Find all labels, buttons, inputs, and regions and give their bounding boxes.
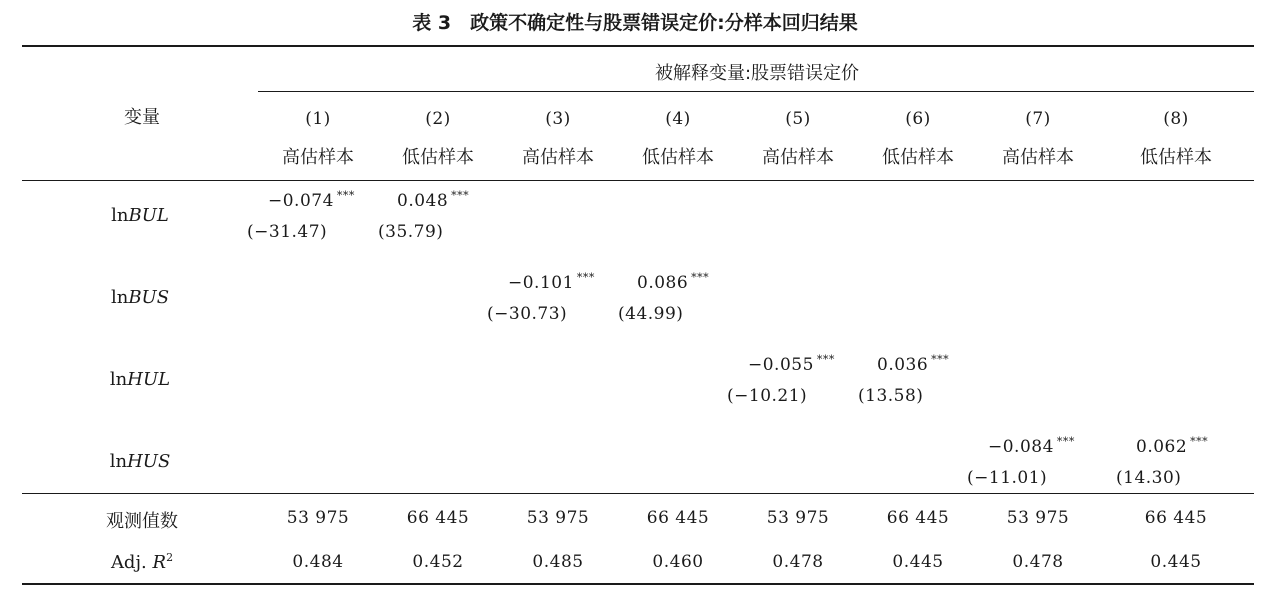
- obs-value: 53 975: [766, 508, 830, 528]
- r2-value: 0.484: [292, 552, 344, 572]
- coefficient: 0.062 ***: [1136, 435, 1209, 457]
- coefficient: −0.101 ***: [508, 271, 595, 293]
- obs-value: 53 975: [1006, 508, 1070, 528]
- col-sample: 高估样本: [762, 147, 834, 168]
- top-rule: [22, 45, 1254, 47]
- bottom-rule: [22, 583, 1254, 585]
- col-sample: 高估样本: [522, 147, 594, 168]
- col-num: (7): [1025, 109, 1051, 129]
- var-name: lnBUS: [110, 287, 170, 308]
- obs-value: 53 975: [286, 508, 350, 528]
- t-statistic: (13.58): [858, 386, 924, 406]
- t-statistic: (44.99): [618, 304, 684, 324]
- col-num: (5): [785, 109, 811, 129]
- col-sample: 低估样本: [402, 147, 474, 168]
- col-num: (1): [305, 109, 331, 129]
- dep-var-rule: [258, 91, 1254, 92]
- obs-value: 66 445: [1144, 508, 1208, 528]
- col-sample: 低估样本: [882, 147, 954, 168]
- t-statistic: (14.30): [1116, 468, 1182, 488]
- obs-value: 66 445: [646, 508, 710, 528]
- coefficient: 0.048 ***: [397, 189, 470, 211]
- col-num: (8): [1163, 109, 1189, 129]
- col-sample: 高估样本: [1002, 147, 1074, 168]
- var-name: lnHUS: [109, 451, 171, 472]
- t-statistic: (−31.47): [247, 222, 328, 242]
- coefficient: −0.074 ***: [268, 189, 355, 211]
- r2-value: 0.478: [772, 552, 824, 572]
- stats-rule: [22, 493, 1254, 494]
- r2-label: Adj. $R^2$: [110, 551, 174, 573]
- t-statistic: (−30.73): [487, 304, 568, 324]
- row-header: 变量: [124, 107, 160, 128]
- var-name: lnBUL: [111, 205, 169, 226]
- r2-value: 0.445: [892, 552, 944, 572]
- col-num: (3): [545, 109, 571, 129]
- obs-value: 53 975: [526, 508, 590, 528]
- t-statistic: (35.79): [378, 222, 444, 242]
- t-statistic: (−10.21): [727, 386, 808, 406]
- col-sample: 高估样本: [282, 147, 354, 168]
- r2-value: 0.460: [652, 552, 704, 572]
- col-sample: 低估样本: [1140, 147, 1212, 168]
- coefficient: 0.036 ***: [877, 353, 950, 375]
- table-title: 表 3 政策不确定性与股票错误定价:分样本回归结果: [412, 12, 858, 34]
- col-num: (2): [425, 109, 451, 129]
- coefficient: −0.084 ***: [988, 435, 1075, 457]
- col-sample: 低估样本: [642, 147, 714, 168]
- r2-value: 0.452: [412, 552, 464, 572]
- dep-var-label: 被解释变量:股票错误定价: [654, 63, 860, 84]
- col-num: (4): [665, 109, 691, 129]
- header-rule: [22, 180, 1254, 181]
- var-name: lnHUL: [109, 369, 171, 390]
- t-statistic: (−11.01): [967, 468, 1048, 488]
- obs-value: 66 445: [406, 508, 470, 528]
- r2-value: 0.485: [532, 552, 584, 572]
- coefficient: 0.086 ***: [637, 271, 710, 293]
- r2-value: 0.478: [1012, 552, 1064, 572]
- r2-value: 0.445: [1150, 552, 1202, 572]
- obs-value: 66 445: [886, 508, 950, 528]
- col-num: (6): [905, 109, 931, 129]
- obs-label: 观测值数: [106, 511, 178, 532]
- coefficient: −0.055 ***: [748, 353, 835, 375]
